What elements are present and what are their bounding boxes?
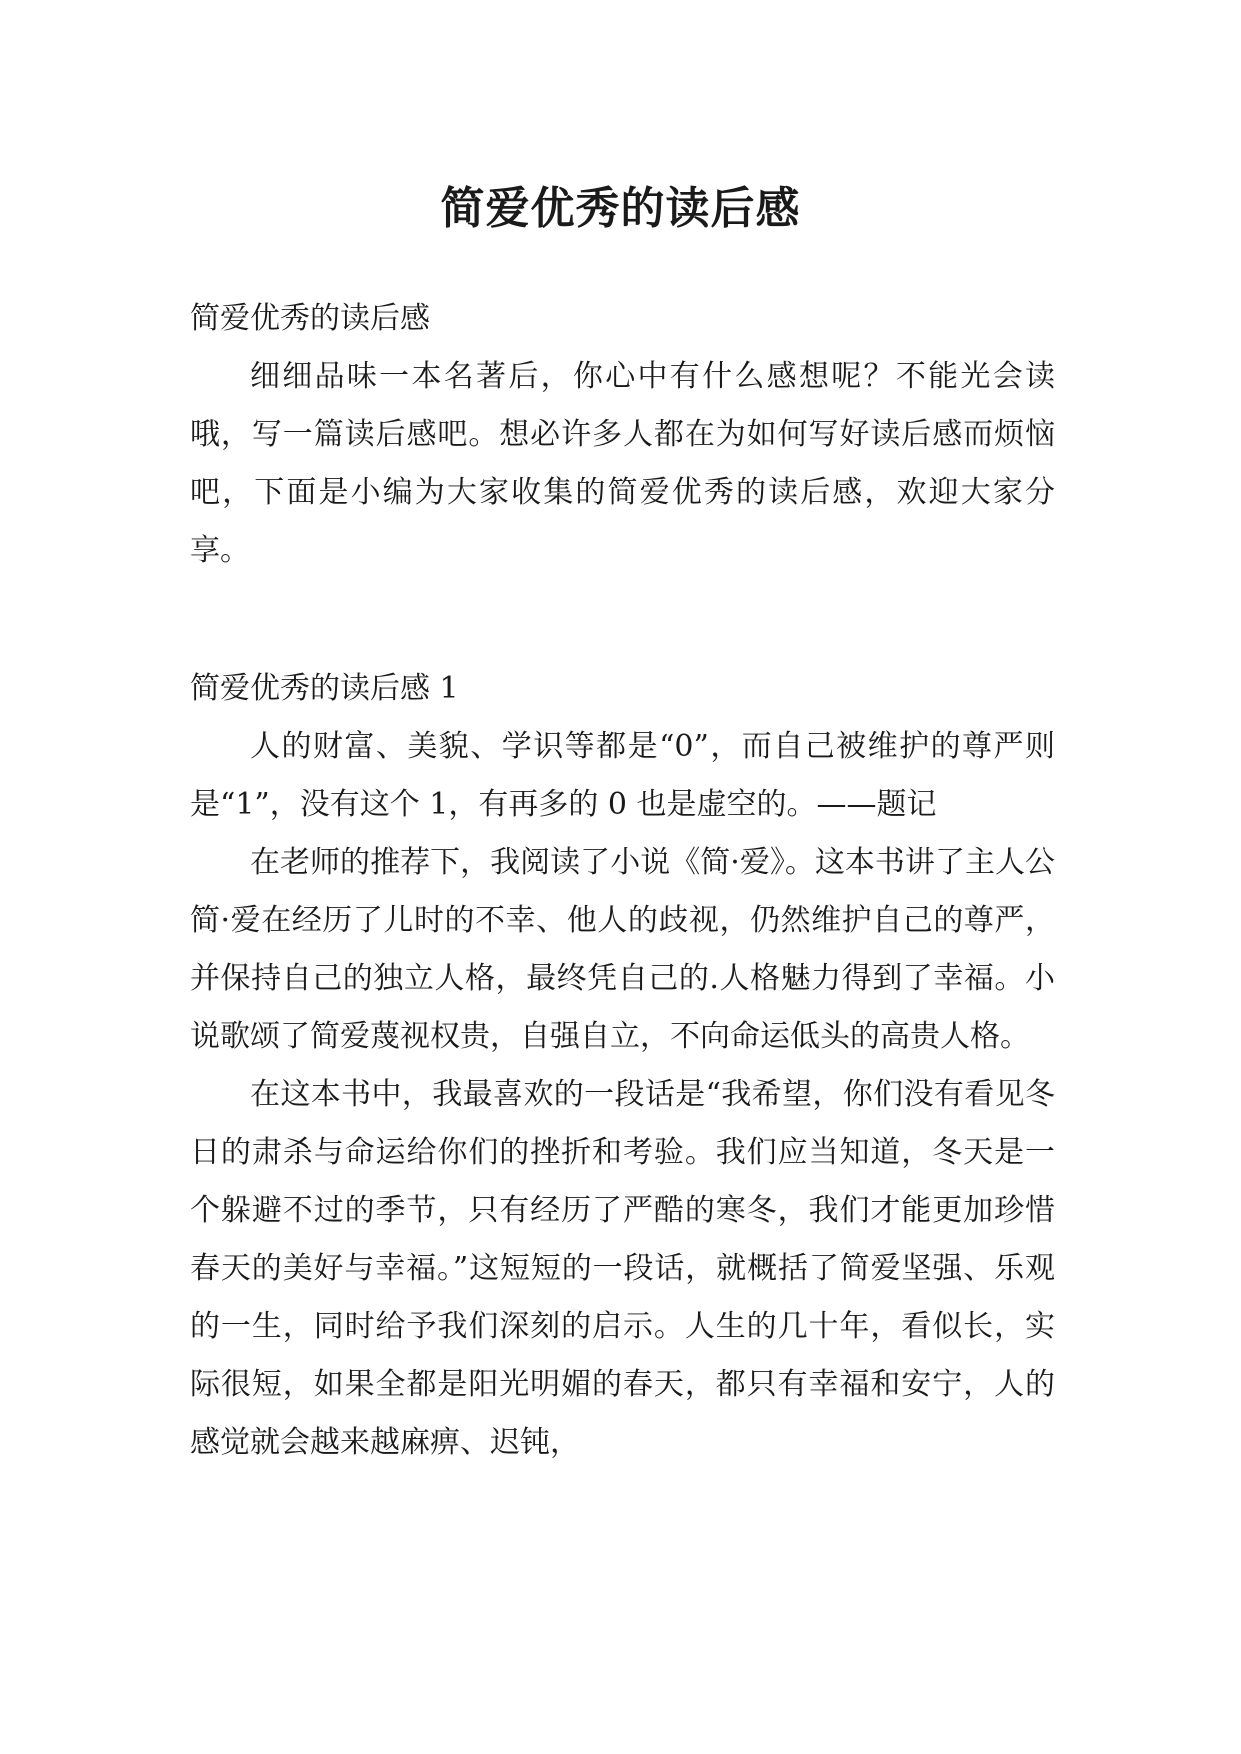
document-body xyxy=(190,290,1055,1472)
section-spacer xyxy=(190,580,1055,660)
section-heading: 简爱优秀的读后感 1 xyxy=(190,671,459,706)
paragraph-quote: 在这本书中，我最喜欢的一段话是“我希望，你们没有看见冬日的肃杀与命运给你们的挫折和考验。我们应当知道，冬天是一个躲避不过的季节，只有经历了严酷的寒冬，我们才能更加珍惜春天的美好与幸福。”这短短的一段话，就概括了简爱坚强、乐观的一生，同时给予我们深刻的启示。人生的几十年，看似长，实际很短，如果全都是阳光明媚的春天，都只有幸福和安宁，人的感觉就会越来越麻痹、迟钝， xyxy=(190,1077,1055,1460)
intro-paragraph: 细细品味一本名著后，你心中有什么感想呢？不能光会读哦，写一篇读后感吧。想必许多人都在为如何写好读后感而烦恼吧，下面是小编为大家收集的简爱优秀的读后感，欢迎大家分享。 xyxy=(190,359,1055,568)
page-title: 简爱优秀的读后感 xyxy=(440,183,801,235)
paragraph-epigraph: 人的财富、美貌、学识等都是“0”，而自己被维护的尊严则是“1”，没有这个 1，有再多的 0 也是虚空的。——题记 xyxy=(190,729,1055,822)
paragraph-summary: 在老师的推荐下，我阅读了小说《简·爱》。这本书讲了主人公简·爱在经历了儿时的不幸、他人的歧视，仍然维护自己的尊严，并保持自己的独立人格，最终凭自己的.人格魅力得到了幸福。小说歌颂了简爱蔑视权贵，自强自立，不向命运低头的高贵人格。 xyxy=(190,845,1055,1054)
intro-heading: 简爱优秀的读后感 xyxy=(190,301,430,336)
